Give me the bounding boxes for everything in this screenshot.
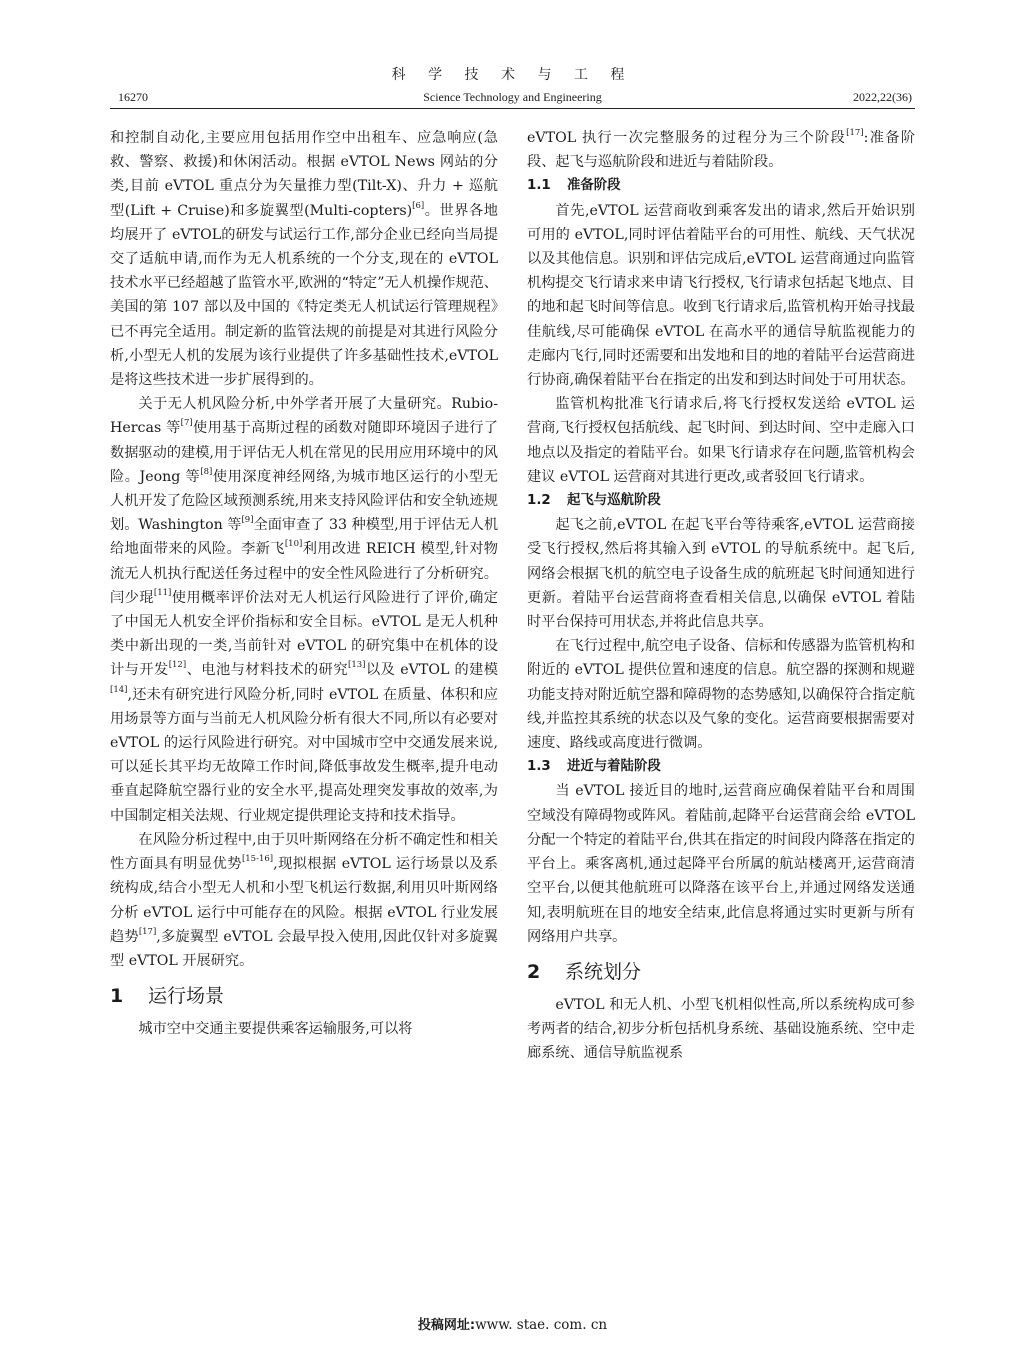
- subsection-heading: 1.2 起飞与巡航阶段: [527, 493, 661, 509]
- journal-title-cn: 科 学 技 术 与 工 程: [391, 67, 634, 83]
- footer-label: 投稿网址:: [417, 1318, 476, 1333]
- page-number: 16270: [118, 90, 148, 104]
- journal-title-en: Science Technology and Engineering: [423, 90, 602, 104]
- page-header: [0, 0, 1025, 110]
- footer-url[interactable]: www. stae. com. cn: [475, 1317, 608, 1333]
- citation[interactable]: [17]: [846, 128, 864, 138]
- section-title: 系统划分: [565, 960, 642, 983]
- section-number: 2: [527, 960, 541, 983]
- paragraph: eVTOL 和无人机、小型飞机相似性高,所以系统构成可参考两者的结合,初步分析包括机身系统、基础设施系统、空中走廊系统、通信导航监视系: [527, 996, 915, 1062]
- paragraph: 首先,eVTOL 运营商收到乘客发出的请求,然后开始识别可用的 eVTOL,同时评估着陆平台的可用性、航线、天气状况以及其他信息。识别和评估完成后,eVTOL 运营商通过向监管机构提交飞行请求来申请飞行授权,飞行请求包括起飞地点、目的地和起飞时间等信息。收到飞行请求后,监管机构开始寻找最佳航线,尽可能确保 eVTOL 在高水平的通信导航监视能力的走廊内飞行,同时还需要和出发地和目的地的着陆平台运营商进行协商,确保着陆平台在指定的出发和到达时间处于可用状态。: [527, 202, 915, 389]
- paragraph: 当 eVTOL 接近目的地时,运营商应确保着陆平台和周围空域没有障碍物或阵风。着陆前,起降平台运营商会给 eVTOL 分配一个特定的着陆平台,供其在指定的时间段内降落在指定的平台上。乘客离机,通过起降平台所属的航站楼离开,运营商清空平台,以便其他航班可以降落在该平台上,并通过网络发送通知,表明航班在目的地安全结束,此信息将通过实时更新与所有网络用户共享。: [527, 783, 915, 945]
- citation[interactable]: [7]: [180, 418, 193, 429]
- citation[interactable]: [17]: [138, 926, 157, 937]
- paragraph: 和控制自动化,主要应用包括用作空中出租车、应急响应(急救、警察、救援)和休闲活动。根据 eVTOL News 网站的分类,目前 eVTOL 重点分为矢量推力型(Tilt-X)、升力 + 巡航型(Lift + Cruise)和多旋翼型(Multi-copters)[6]。世界各地均展开了 eVTOL的研发与试运行工作,部分企业已经向当局提交了适航申请,而作为无人机系统的一个分支,现在的 eVTOL 技术水平已经超越了监管水平,欧洲的“特定”无人机操作规范、美国的第 107 部以及中国的《特定类无人机试运行管理规程》已不再完全适用。制定新的监管法规的前提是对其进行风险分析,小型无人机的发展为该行业提供了许多基础性技术,eVTOL 是将这些技术进一步扩展得到的。: [110, 130, 498, 389]
- section-number: 1: [110, 985, 124, 1008]
- citation[interactable]: [12]: [168, 660, 187, 671]
- section-title: 运行场景: [148, 985, 225, 1008]
- citation[interactable]: [6]: [412, 200, 425, 211]
- paragraph: 在飞行过程中,航空电子设备、信标和传感器为监管机构和附近的 eVTOL 提供位置和速度的信息。航空器的探测和规避功能支持对附近航空器和障碍物的态势感知,以确保符合指定航线,并监控其系统的状态以及气象的变化。运营商要根据需要对速度、路线或高度进行微调。: [527, 638, 915, 752]
- paragraph: 在风险分析过程中,由于贝叶斯网络在分析不确定性和相关性方面具有明显优势[15-16],现拟根据 eVTOL 运行场景以及系统构成,结合小型无人机和小型飞机运行数据,利用贝叶斯网络分析 eVTOL 运行中可能存在的风险。根据 eVTOL 行业发展趋势[17],多旋翼型 eVTOL 会最早投入使用,因此仅针对多旋翼型 eVTOL 开展研究。: [110, 831, 498, 969]
- citation[interactable]: [10]: [284, 539, 303, 550]
- paragraph: 城市空中交通主要提供乘客运输服务,可以将: [138, 1021, 413, 1038]
- citation[interactable]: [15-16]: [241, 854, 274, 865]
- citation[interactable]: [9]: [241, 515, 254, 526]
- page-footer: [0, 1314, 1025, 1333]
- citation[interactable]: [14]: [110, 684, 128, 695]
- citation[interactable]: [8]: [200, 466, 213, 477]
- paragraph: 监管机构批准飞行请求后,将飞行授权发送给 eVTOL 运营商,飞行授权包括航线、起飞时间、到达时间、空中走廊入口地点以及指定的着陆平台。如果飞行请求存在问题,监管机构会建议 eVTOL 运营商对其进行更改,或者驳回飞行请求。: [527, 396, 915, 485]
- issue-info: 2022,22(36): [853, 90, 912, 104]
- section-heading: [110, 981, 498, 1011]
- header-rule: [110, 108, 915, 109]
- left-column: [110, 126, 498, 1041]
- paragraph: 关于无人机风险分析,中外学者开展了大量研究。Rubio-Hercas 等[7]使用基于高斯过程的函数对随即环境因子进行了数据驱动的建模,用于评估无人机在常见的民用应用环境中的风险。Jeong 等[8]使用深度神经网络,为城市地区运行的小型无人机开发了危险区域预测系统,用来支持风险评估和安全轨迹规划。Washington 等[9]全面审查了 33 种模型,用于评估无人机给地面带来的风险。李新飞[10]利用改进 REICH 模型,针对物流无人机执行配送任务过程中的安全性风险进行了分析研究。闫少琨[11]使用概率评价法对无人机运行风险进行了评价,确定了中国无人机安全评价指标和安全目标。eVTOL 是无人机种类中新出现的一类,当前针对 eVTOL 的研究集中在机体的设计与开发[12]、电池与材料技术的研究[13]以及 eVTOL 的建模[14],还未有研究进行风险分析,同时 eVTOL 在质量、体积和应用场景等方面与当前无人机风险分析有很大不同,所以有必要对 eVTOL 的运行风险进行研究。对中国城市空中交通发展来说,可以延长其平均无故障工作时间,降低事故发生概率,提升电动垂直起降航空器行业的安全水平,提高处理突发事故的效率,为中国制定相关法规、行业规定提供理论支持和技术指导。: [110, 396, 499, 824]
- citation[interactable]: [13]: [348, 660, 366, 671]
- subsection-heading: 1.1 准备阶段: [527, 178, 621, 194]
- right-column: [527, 126, 915, 1066]
- subsection-heading: 1.3 进近与着陆阶段: [527, 759, 661, 775]
- paragraph: eVTOL 执行一次完整服务的过程分为三个阶段[17]:准备阶段、起飞与巡航阶段和进近与着陆阶段。: [527, 128, 916, 171]
- section-heading: [527, 957, 915, 987]
- paragraph: 起飞之前,eVTOL 在起飞平台等待乘客,eVTOL 运营商接受飞行授权,然后将其输入到 eVTOL 的导航系统中。起飞后,网络会根据飞机的航空电子设备生成的航班起飞时间通知进行更新。着陆平台运营商将查看相关信息,以确保 eVTOL 着陆时平台保持可用状态,并将此信息共享。: [527, 517, 915, 631]
- citation[interactable]: [11]: [153, 587, 172, 598]
